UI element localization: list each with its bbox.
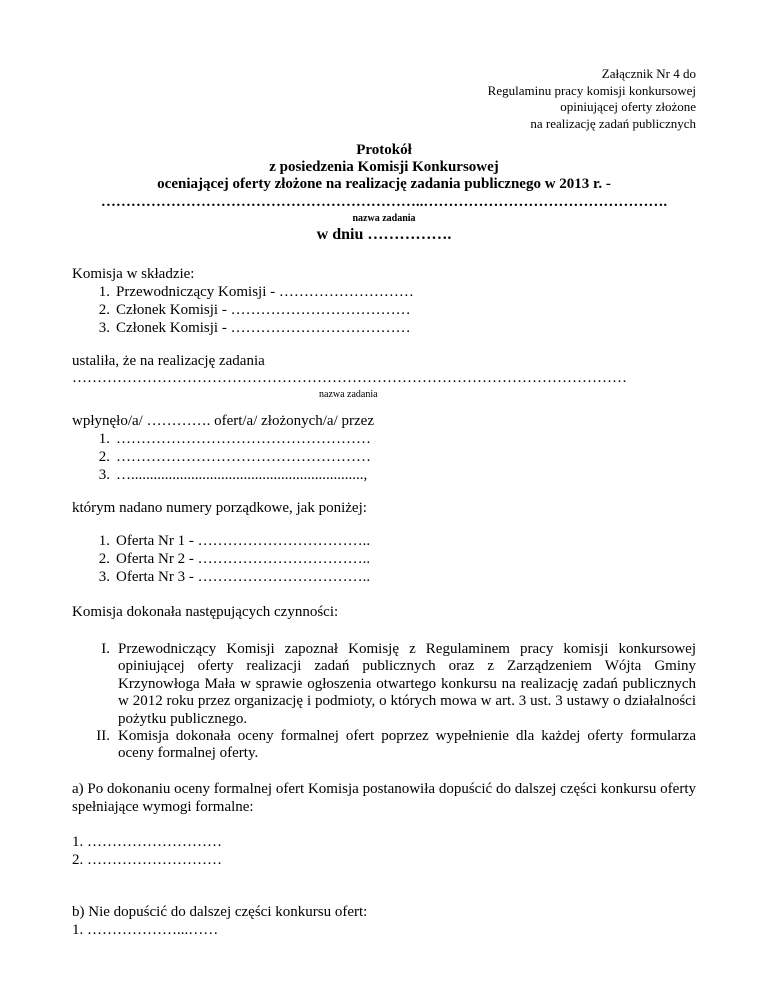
list-number: 1.: [98, 284, 110, 300]
annex-note: [488, 66, 696, 132]
list-number: 2.: [98, 551, 110, 567]
task-caption: nazwa zadania: [319, 389, 378, 400]
list-text: Oferta Nr 1 - ……………………………..: [116, 533, 371, 549]
action-1-text: Przewodniczący Komisji zapoznał Komisję z Regulaminem pracy komisji konkursowej opiniującej oferty realizacji zadań publicznych oraz z Zarządzeniem Wójta Gminy Krzynowłoga Mała w sprawie ogłoszenia otwartego konkursu na realizację zadań publicznych w 2012 roku przez organizację i podmioty, o których mowa w art. 3 ust. 3 ustawy o działalności pożytku publicznego.: [118, 641, 696, 727]
list-number: 1.: [98, 533, 110, 549]
offer-item-2: [72, 551, 370, 568]
list-number: 1.: [98, 431, 110, 447]
meeting-date-line: w dniu …………….: [316, 226, 452, 243]
rejected-text: b) Nie dopuścić do dalszej części konkursu ofert:: [72, 904, 368, 920]
received-item-3: [72, 467, 367, 484]
actions-intro: Komisja dokonała następujących czynności:: [72, 604, 339, 620]
annex-line-4: na realizację zadań publicznych: [530, 115, 696, 131]
offer-item-1: [72, 533, 370, 550]
task-intro: ustaliła, że na realizację zadania: [72, 353, 265, 369]
action-2-number: II.: [96, 728, 110, 744]
admitted-item-1: 1. ………………………: [72, 834, 222, 850]
received-item-1: [72, 431, 371, 448]
committee-item-2: [72, 302, 411, 319]
admitted-item-2: 2. ………………………: [72, 852, 222, 868]
list-number: 3.: [98, 569, 110, 585]
list-text: Członek Komisji - ………………………………: [116, 302, 411, 318]
protocol-task-line: oceniającej oferty złożone na realizację zadania publicznego w 2013 r. -: [157, 176, 611, 192]
list-text: …..............................................................,: [116, 467, 368, 483]
numbering-intro: którym nadano numery porządkowe, jak poniżej:: [72, 500, 367, 516]
list-number: 3.: [98, 467, 110, 483]
list-text: Członek Komisji - ………………………………: [116, 320, 411, 336]
task-name-caption: nazwa zadania: [352, 213, 416, 224]
task-dots: …………………………………………………………………………………………………: [72, 370, 627, 386]
annex-line-2: Regulaminu pracy komisji konkursowej: [487, 82, 696, 98]
action-2-text: Komisja dokonała oceny formalnej ofert poprzez wypełnienie dla każdej oferty formularza oceny formalnej oferty.: [118, 728, 696, 762]
task-name-dots: ………………………………………………………..………………………………………….: [100, 194, 668, 210]
rejected-item-1: 1. ………………...……: [72, 922, 219, 938]
list-text: ……………………………………………: [116, 449, 371, 465]
offer-item-3: [72, 569, 370, 586]
received-item-2: [72, 449, 371, 466]
list-text: Przewodniczący Komisji - ………………………: [116, 284, 414, 300]
list-number: 2.: [98, 449, 110, 465]
annex-line-3: opiniującej oferty złożone: [560, 99, 696, 114]
list-text: Oferta Nr 3 - ……………………………..: [116, 569, 371, 585]
action-1-number: I.: [101, 641, 110, 657]
committee-intro: Komisja w składzie:: [72, 266, 195, 282]
received-intro: wpłynęło/a/ …………. ofert/a/ złożonych/a/ przez: [72, 413, 374, 429]
protocol-title: Protokół: [356, 142, 412, 158]
committee-item-3: [72, 320, 411, 337]
list-number: 3.: [98, 320, 110, 336]
list-text: ……………………………………………: [116, 431, 371, 447]
annex-line-1: Załącznik Nr 4 do: [601, 66, 696, 81]
admitted-text: a) Po dokonaniu oceny formalnej ofert Komisja postanowiła dopuścić do dalszej części konkursu oferty spełniające wymogi formalne:: [72, 781, 696, 815]
list-number: 2.: [98, 302, 110, 318]
list-text: Oferta Nr 2 - ……………………………..: [116, 551, 371, 567]
protocol-subtitle: z posiedzenia Komisji Konkursowej: [269, 159, 499, 175]
committee-item-1: [72, 284, 414, 301]
